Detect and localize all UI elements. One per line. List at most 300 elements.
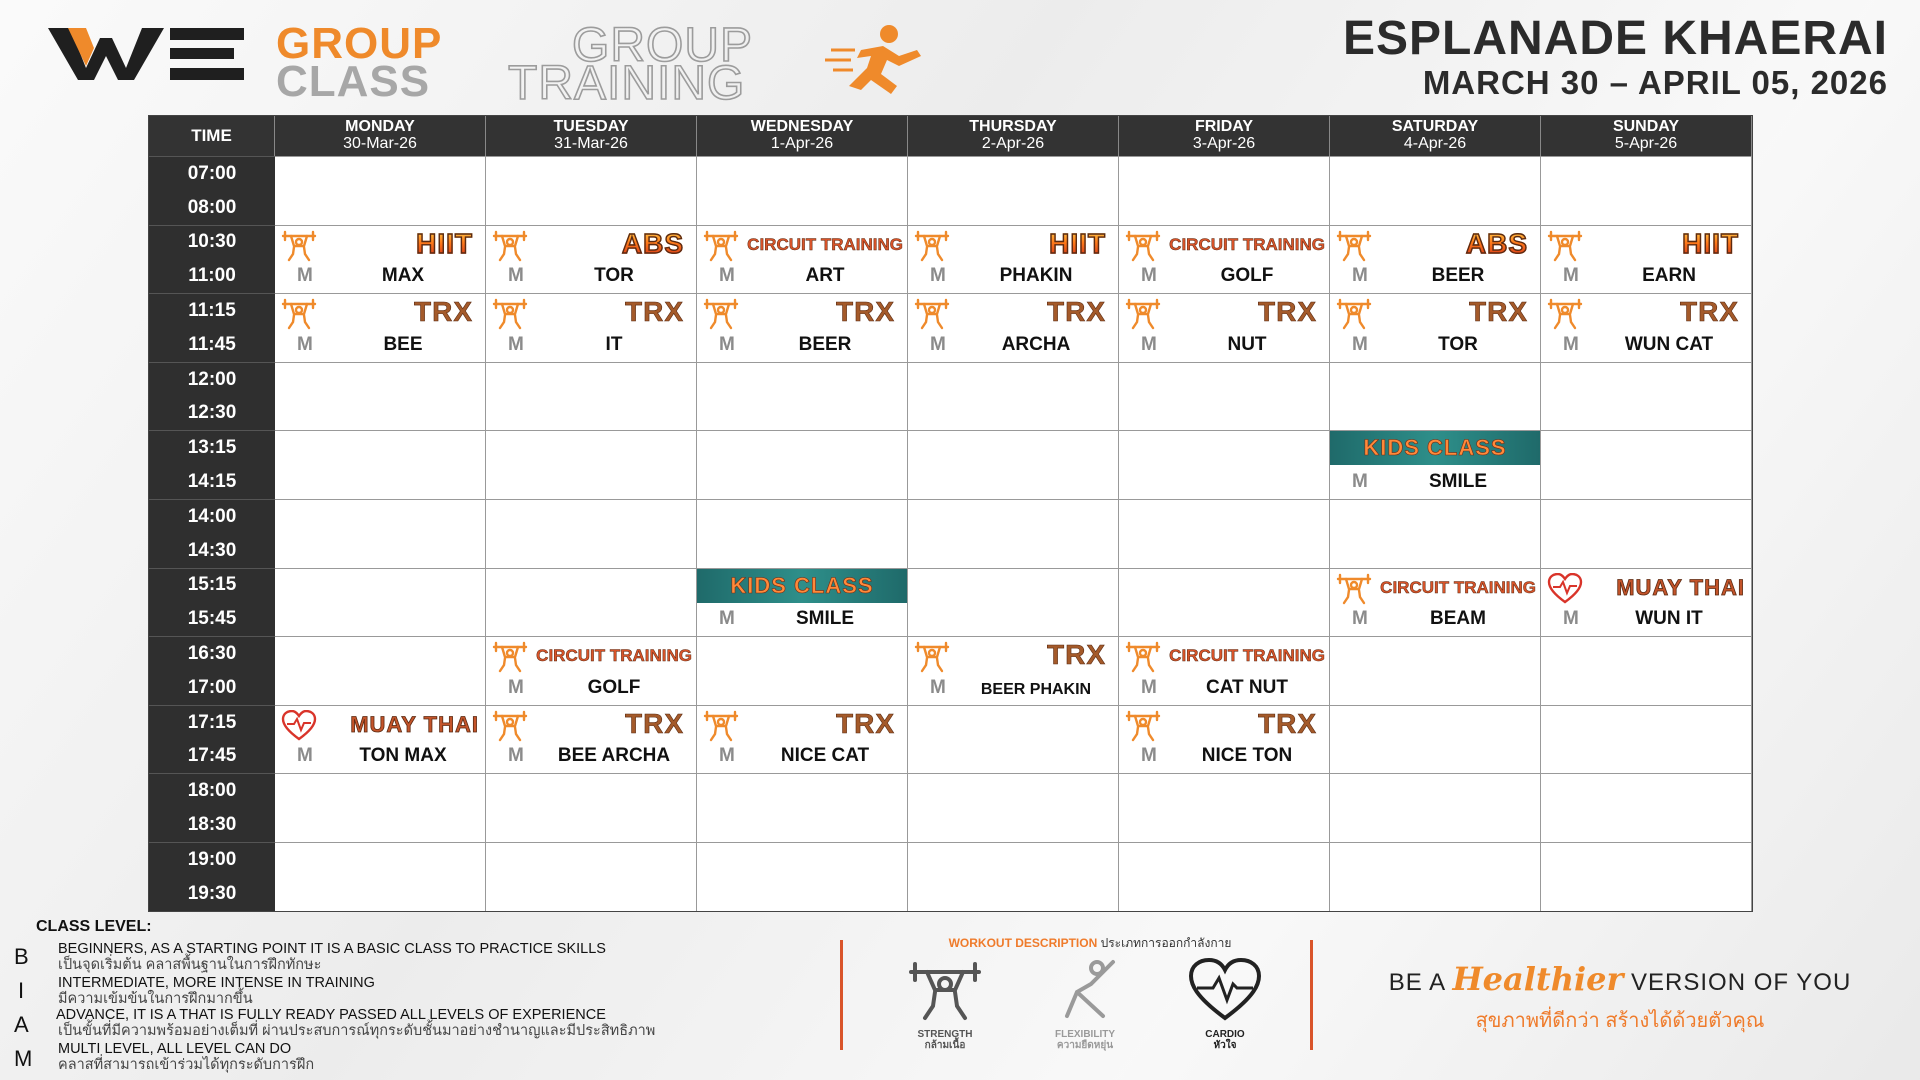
class-name: TRX	[414, 296, 473, 328]
class-cell[interactable]	[275, 293, 486, 362]
time-cell	[149, 773, 275, 842]
class-cell[interactable]	[486, 636, 697, 705]
workout-cardio	[1170, 958, 1280, 1051]
strength-icon	[492, 230, 528, 262]
class-entry	[908, 226, 1118, 294]
schedule-cell	[275, 156, 486, 225]
schedule-cell	[1119, 773, 1330, 842]
time-cell	[149, 705, 275, 774]
instructor-name: WUN CAT	[1624, 333, 1714, 355]
day-name: TUESDAY	[553, 118, 629, 136]
workout-flexibility	[1030, 958, 1140, 1051]
flexibility-label: FLEXIBILITY	[1055, 1029, 1115, 1040]
class-entry	[1541, 294, 1751, 362]
level-letter-b: B	[14, 944, 29, 969]
slogan-highlight: Healthier	[1452, 960, 1624, 998]
strength-icon-graphic	[703, 298, 739, 330]
class-name: TRX	[836, 296, 895, 328]
schedule-cell	[908, 499, 1119, 568]
instructor-name: BEAM	[1430, 608, 1486, 630]
instructor-name: BEER PHAKIN	[980, 680, 1092, 698]
class-level: M	[1352, 470, 1368, 492]
instructor-name: SMILE	[1428, 470, 1488, 492]
strength-icon	[281, 298, 317, 330]
class-cell[interactable]	[1541, 568, 1752, 637]
instructor-name: GOLF	[587, 676, 641, 698]
schedule-cell	[275, 636, 486, 705]
class-cell[interactable]	[908, 225, 1119, 294]
class-name: TRX	[1258, 296, 1317, 328]
schedule-cell	[1119, 842, 1330, 911]
strength-icon-graphic	[703, 710, 739, 742]
strength-label-th: กล้ามเนื้อ	[924, 1040, 966, 1051]
schedule-cell	[1541, 773, 1752, 842]
class-entry	[275, 226, 485, 294]
instructor-name: IT	[605, 333, 623, 355]
schedule-cell	[275, 773, 486, 842]
schedule-cell	[697, 362, 908, 431]
title-group-outline: GROUP	[572, 19, 754, 72]
schedule-cell	[1330, 362, 1541, 431]
class-name: TRX	[1258, 707, 1317, 739]
time-end: 19:30	[187, 882, 237, 904]
class-name: MUAY THAI	[350, 711, 479, 737]
schedule-cell	[1119, 568, 1330, 637]
class-entry	[1119, 637, 1329, 705]
class-name: TRX	[1469, 296, 1528, 328]
workout-icons	[880, 958, 1300, 1068]
strength-icon	[914, 641, 950, 673]
instructor-name: WUN IT	[1635, 608, 1703, 630]
time-start: 18:00	[187, 780, 237, 802]
schedule-cell	[275, 499, 486, 568]
strength-icon	[1336, 298, 1372, 330]
strength-icon	[703, 710, 739, 742]
class-name: TRX	[1047, 296, 1106, 328]
schedule-cell	[908, 773, 1119, 842]
cardio-icon	[281, 710, 317, 742]
we-logo	[48, 22, 248, 84]
cardio-label: CARDIO	[1205, 1029, 1245, 1040]
class-name: HIIT	[1682, 227, 1739, 259]
day-header-tuesday	[486, 116, 697, 156]
class-entry	[486, 637, 696, 705]
strength-icon	[1125, 298, 1161, 330]
class-cell[interactable]	[486, 293, 697, 362]
schedule-cell	[486, 773, 697, 842]
strength-icon	[703, 298, 739, 330]
class-name: TRX	[625, 296, 684, 328]
schedule-cell	[486, 499, 697, 568]
class-entry	[697, 569, 907, 637]
class-cell[interactable]	[1330, 225, 1541, 294]
flexibility-label-th: ความยืดหยุ่น	[1056, 1040, 1114, 1051]
time-start: 16:30	[187, 643, 237, 665]
time-end: 14:30	[187, 539, 237, 561]
instructor-name: BEE	[383, 333, 423, 355]
class-name: CIRCUIT TRAINING	[1169, 234, 1325, 254]
class-name: MUAY THAI	[1616, 574, 1745, 600]
strength-icon-graphic	[492, 230, 528, 262]
time-start: 12:00	[187, 368, 237, 390]
schedule-cell	[697, 773, 908, 842]
class-level: M	[508, 745, 524, 767]
time-cell	[149, 362, 275, 431]
class-level: M	[508, 333, 524, 355]
class-cell[interactable]	[1330, 568, 1541, 637]
schedule-cell	[275, 430, 486, 499]
strength-icon-graphic	[492, 710, 528, 742]
instructor-name: NUT	[1227, 333, 1267, 355]
slogan-thai: สุขภาพที่ดีกว่า สร้างได้ด้วยตัวคุณ	[1475, 1010, 1765, 1032]
instructor-name: TOR	[594, 265, 634, 287]
level-letter-m: M	[14, 1046, 33, 1071]
strength-icon	[1125, 710, 1161, 742]
strength-icon-graphic	[1336, 298, 1372, 330]
day-header-sunday	[1541, 116, 1752, 156]
class-entry	[1330, 569, 1540, 637]
class-entry	[1119, 294, 1329, 362]
instructor-name: ARCHA	[1001, 333, 1071, 355]
class-entry	[1541, 226, 1751, 294]
schedule-cell	[697, 842, 908, 911]
class-cell[interactable]	[697, 705, 908, 774]
level-text-i: INTERMEDIATE, MORE INTENSE IN TRAINING	[58, 975, 375, 991]
time-end: 08:00	[187, 196, 237, 218]
strength-icon-graphic	[914, 230, 950, 262]
schedule-cell	[275, 362, 486, 431]
day-header-monday	[275, 116, 486, 156]
time-end: 17:45	[187, 745, 237, 767]
time-cell	[149, 156, 275, 225]
class-level: M	[1563, 608, 1579, 630]
strength-icon	[907, 958, 983, 1024]
class-cell[interactable]	[1119, 705, 1330, 774]
time-end: 18:30	[187, 814, 237, 836]
title-training: TRAINING	[508, 57, 746, 110]
strength-icon	[914, 230, 950, 262]
strength-label: STRENGTH	[917, 1029, 973, 1040]
level-text-b: BEGINNERS, AS A STARTING POINT IT IS A BASIC CLASS TO PRACTICE SKILLS	[58, 941, 606, 957]
schedule-cell	[486, 156, 697, 225]
time-cell	[149, 568, 275, 637]
slogan-post: VERSION OF YOU	[1631, 969, 1852, 996]
schedule-cell	[697, 499, 908, 568]
class-level: M	[297, 333, 313, 355]
day-name: SATURDAY	[1391, 118, 1479, 136]
class-cell[interactable]	[275, 705, 486, 774]
slogan	[1340, 960, 1900, 1036]
time-start: 14:00	[187, 505, 237, 527]
cardio-label-th: หัวใจ	[1213, 1040, 1237, 1051]
strength-icon-graphic	[914, 298, 950, 330]
footer-divider-left	[840, 940, 843, 1050]
class-cell[interactable]	[697, 225, 908, 294]
brand-title	[276, 19, 956, 110]
cardio-icon-graphic	[281, 710, 317, 742]
class-entry	[1119, 226, 1329, 294]
day-date: 30-Mar-26	[343, 135, 417, 152]
level-text-a: ADVANCE, IT IS A THAT IS FULLY READY PASSED ALL LEVELS OF EXPERIENCE	[56, 1007, 606, 1023]
strength-icon-graphic	[914, 641, 950, 673]
day-date: 2-Apr-26	[981, 135, 1045, 152]
schedule-cell	[1330, 842, 1541, 911]
class-cell[interactable]	[1541, 225, 1752, 294]
class-name: CIRCUIT TRAINING	[536, 646, 692, 666]
strength-icon-graphic	[1547, 298, 1583, 330]
day-name: MONDAY	[345, 118, 415, 136]
legend-title: CLASS LEVEL:	[36, 918, 152, 935]
class-cell[interactable]	[486, 225, 697, 294]
strength-icon	[914, 298, 950, 330]
schedule-cell	[1330, 773, 1541, 842]
class-level: M	[719, 333, 735, 355]
instructor-name: CAT NUT	[1206, 676, 1288, 698]
schedule-cell	[697, 156, 908, 225]
level-letter-a: A	[14, 1012, 29, 1037]
instructor-name: BEE ARCHA	[557, 745, 671, 767]
title-class: CLASS	[276, 57, 431, 106]
day-date: 5-Apr-26	[1614, 135, 1678, 152]
schedule-cell	[908, 842, 1119, 911]
day-header-friday	[1119, 116, 1330, 156]
schedule-cell	[1541, 705, 1752, 774]
class-name: CIRCUIT TRAINING	[747, 234, 903, 254]
footer-divider-right	[1310, 940, 1313, 1050]
schedule-cell	[1119, 362, 1330, 431]
class-name: CIRCUIT TRAINING	[1380, 577, 1536, 597]
venue-name: ESPLANADE KHAERAI	[1342, 12, 1888, 65]
class-cell[interactable]	[275, 225, 486, 294]
kids-class-banner: KIDS CLASS	[1330, 431, 1540, 465]
strength-icon	[1547, 298, 1583, 330]
day-name: THURSDAY	[969, 118, 1057, 136]
kids-class-banner: KIDS CLASS	[697, 569, 907, 603]
workout-strength	[890, 958, 1000, 1051]
time-end: 12:30	[187, 402, 237, 424]
class-name: CIRCUIT TRAINING	[1169, 646, 1325, 666]
class-name: ABS	[1465, 227, 1528, 259]
time-cell	[149, 430, 275, 499]
schedule-cell	[486, 842, 697, 911]
strength-icon	[492, 710, 528, 742]
class-level: M	[1352, 608, 1368, 630]
time-start: 10:30	[187, 231, 237, 253]
title-group: GROUP	[276, 19, 443, 68]
time-cell	[149, 636, 275, 705]
time-end: 11:45	[188, 333, 236, 355]
schedule-cell	[486, 362, 697, 431]
schedule-cell	[1541, 842, 1752, 911]
class-entry	[1330, 431, 1540, 499]
instructor-name: MAX	[381, 265, 425, 287]
class-level: M	[930, 676, 946, 698]
class-name: TRX	[836, 707, 895, 739]
class-cell[interactable]	[697, 568, 908, 637]
slogan-pre: BE A	[1388, 969, 1445, 996]
class-cell[interactable]	[1119, 225, 1330, 294]
class-cell[interactable]	[1330, 430, 1541, 499]
class-name: TRX	[1680, 296, 1739, 328]
class-cell[interactable]	[486, 705, 697, 774]
strength-icon-graphic	[1125, 710, 1161, 742]
class-level: M	[508, 676, 524, 698]
class-level: M	[1141, 265, 1157, 287]
time-column-header: TIME	[149, 116, 275, 156]
day-date: 4-Apr-26	[1403, 135, 1467, 152]
time-cell	[149, 842, 275, 911]
schedule-dates: MARCH 30 – APRIL 05, 2026	[1422, 64, 1888, 102]
day-header-wednesday	[697, 116, 908, 156]
day-name: SUNDAY	[1612, 118, 1680, 136]
class-cell[interactable]	[908, 293, 1119, 362]
schedule-cell	[486, 568, 697, 637]
day-name: WEDNESDAY	[750, 118, 854, 136]
time-start: 17:15	[187, 711, 237, 733]
schedule-cell	[1330, 156, 1541, 225]
slogan-en	[1340, 960, 1900, 998]
schedule-cell	[1119, 430, 1330, 499]
class-level: M	[1141, 745, 1157, 767]
workout-title	[880, 934, 1300, 953]
schedule-cell	[275, 842, 486, 911]
class-level: M	[297, 745, 313, 767]
schedule-cell	[1541, 156, 1752, 225]
class-cell[interactable]	[697, 293, 908, 362]
time-start: 15:15	[187, 574, 237, 596]
instructor-name: NICE TON	[1201, 745, 1293, 767]
instructor-name: BEER	[1431, 265, 1485, 287]
day-header-thursday	[908, 116, 1119, 156]
schedule-cell	[697, 430, 908, 499]
flexibility-icon	[1047, 958, 1123, 1024]
instructor-name: TOR	[1438, 333, 1478, 355]
class-level: M	[1563, 333, 1579, 355]
instructor-name: TON MAX	[359, 745, 447, 767]
strength-icon	[281, 230, 317, 262]
level-thai-a: เป็นขั้นที่มีความพร้อมอย่างเต็มที่ ผ่านประสบการณ์ทุกระดับชั้นมาอย่างชำนาญและมีประสิทธิภาพ	[58, 1023, 656, 1039]
schedule-cell	[697, 636, 908, 705]
schedule-cell	[1541, 362, 1752, 431]
class-cell[interactable]	[1119, 636, 1330, 705]
class-level: M	[1141, 676, 1157, 698]
class-name: ABS	[621, 227, 684, 259]
workout-description	[880, 934, 1300, 1051]
time-end: 17:00	[187, 676, 237, 698]
schedule-cell	[1330, 499, 1541, 568]
instructor-name: NICE CAT	[780, 745, 870, 767]
instructor-name: EARN	[1642, 265, 1696, 287]
class-cell[interactable]	[1541, 293, 1752, 362]
time-start: 11:15	[188, 300, 236, 322]
class-level: M	[508, 265, 524, 287]
class-cell[interactable]	[1330, 293, 1541, 362]
instructor-name: SMILE	[795, 608, 855, 630]
schedule-cell	[908, 430, 1119, 499]
time-end: 15:45	[187, 608, 237, 630]
schedule-cell	[275, 568, 486, 637]
level-thai-i: มีความเข้มข้นในการฝึกมากขึ้น	[58, 991, 253, 1007]
class-name: HIIT	[416, 227, 473, 259]
schedule-cell	[1330, 636, 1541, 705]
schedule-cell	[1541, 499, 1752, 568]
level-thai-m: คลาสที่สามารถเข้าร่วมได้ทุกระดับการฝึก	[58, 1057, 315, 1073]
strength-icon-graphic	[492, 298, 528, 330]
level-thai-b: เป็นจุดเริ่มต้น คลาสพื้นฐานในการฝึกทักษะ	[58, 957, 322, 973]
cardio-icon	[1187, 958, 1263, 1024]
strength-icon-graphic	[1547, 230, 1583, 262]
time-end: 14:15	[187, 471, 237, 493]
schedule-cell	[908, 705, 1119, 774]
level-text-m: MULTI LEVEL, ALL LEVEL CAN DO	[58, 1041, 292, 1057]
class-entry	[275, 294, 485, 362]
day-date: 31-Mar-26	[554, 135, 628, 152]
strength-icon-graphic	[281, 230, 317, 262]
day-date: 3-Apr-26	[1192, 135, 1256, 152]
class-level: M	[930, 265, 946, 287]
class-entry	[1541, 569, 1751, 637]
strength-icon-graphic	[1125, 298, 1161, 330]
time-cell	[149, 293, 275, 362]
day-date: 1-Apr-26	[770, 135, 834, 152]
time-cell	[149, 499, 275, 568]
class-level: M	[1352, 265, 1368, 287]
instructor-name: ART	[805, 265, 845, 287]
class-entry	[486, 226, 696, 294]
schedule-grid	[148, 115, 1753, 912]
day-name: FRIDAY	[1194, 118, 1254, 136]
class-entry	[1330, 294, 1540, 362]
instructor-name: PHAKIN	[999, 265, 1073, 287]
cardio-icon	[1547, 573, 1583, 605]
strength-icon-graphic	[1336, 230, 1372, 262]
class-level: M	[1141, 333, 1157, 355]
time-cell	[149, 225, 275, 294]
class-level: M	[719, 265, 735, 287]
instructor-name: BEER	[798, 333, 852, 355]
class-level: M	[297, 265, 313, 287]
class-level: M	[930, 333, 946, 355]
level-letter-i: I	[18, 978, 25, 1003]
class-name: TRX	[1047, 639, 1106, 671]
schedule-cell	[908, 362, 1119, 431]
class-cell[interactable]	[1119, 293, 1330, 362]
schedule-cell	[1330, 705, 1541, 774]
instructor-name: GOLF	[1220, 265, 1274, 287]
class-level: M	[719, 745, 735, 767]
schedule-cell	[908, 568, 1119, 637]
schedule-cell	[908, 156, 1119, 225]
cardio-icon-graphic	[1547, 573, 1583, 605]
workout-title-en: WORKOUT DESCRIPTION	[948, 936, 1098, 950]
schedule-cell	[1119, 499, 1330, 568]
class-name: TRX	[625, 707, 684, 739]
strength-icon	[1547, 230, 1583, 262]
strength-icon	[1336, 230, 1372, 262]
class-entry	[1119, 706, 1329, 774]
class-entry	[275, 706, 485, 774]
class-entry	[697, 706, 907, 774]
class-level: M	[719, 608, 735, 630]
class-entry	[697, 226, 907, 294]
schedule-cell	[1119, 156, 1330, 225]
schedule-cell	[1541, 636, 1752, 705]
schedule-cell	[1541, 430, 1752, 499]
class-cell[interactable]	[908, 636, 1119, 705]
venue-block	[1343, 14, 1888, 102]
time-start: 07:00	[187, 162, 237, 184]
class-entry	[486, 706, 696, 774]
